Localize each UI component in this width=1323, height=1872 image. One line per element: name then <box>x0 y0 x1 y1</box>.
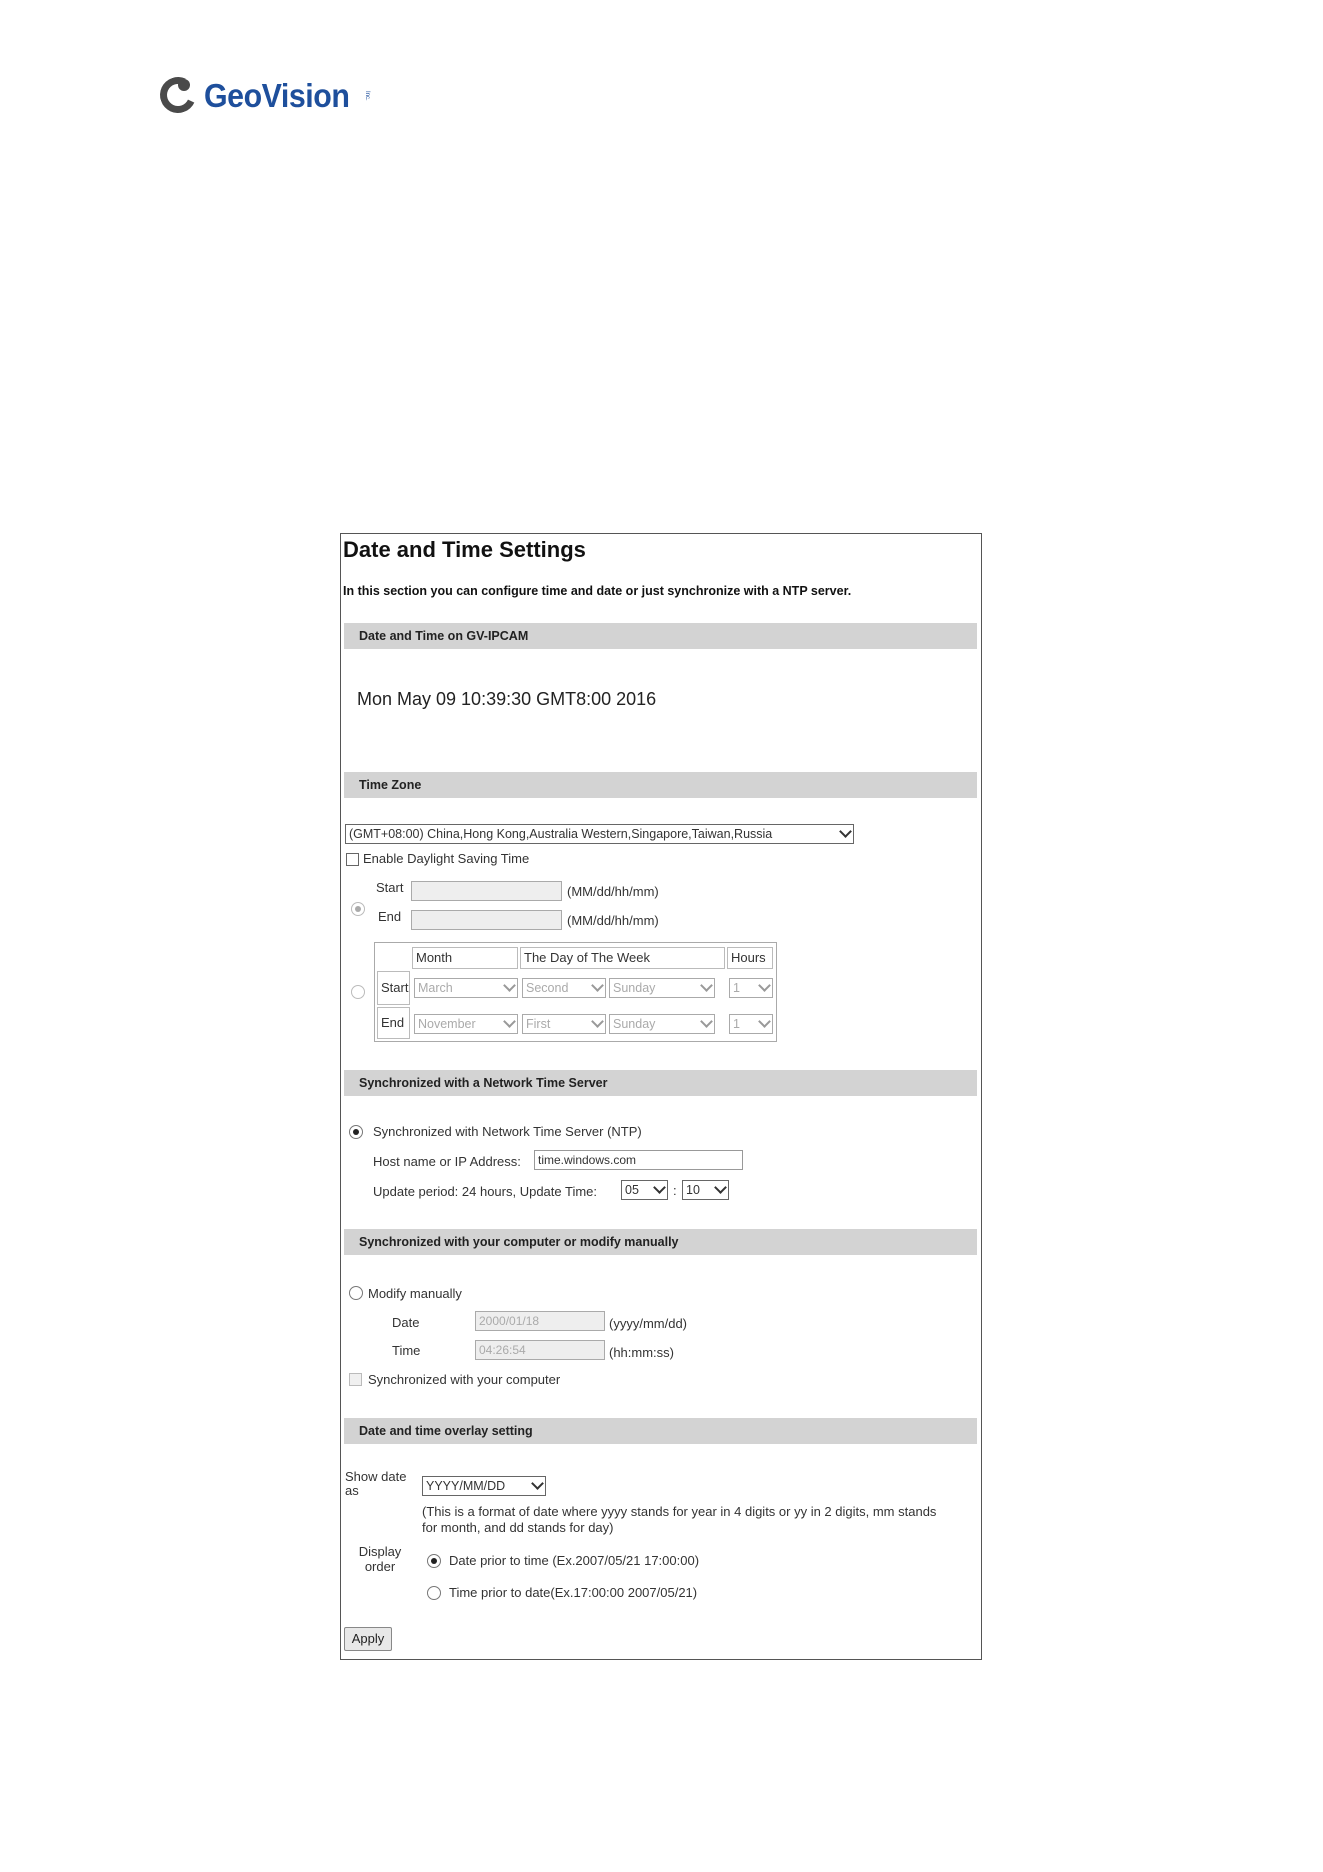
dst-label: Enable Daylight Saving Time <box>363 851 530 866</box>
dst-row-end-label: End <box>377 1007 410 1039</box>
dst-header-hours: Hours <box>727 947 773 969</box>
ntp-hour-select[interactable]: 05 <box>621 1180 668 1200</box>
dst-end-hour-select[interactable]: 1 <box>729 1014 773 1034</box>
date-format-hint-line2: for month, and dd stands for day) <box>422 1520 614 1535</box>
order-time-first-radio[interactable] <box>427 1586 441 1600</box>
order-date-first-radio[interactable] <box>427 1554 441 1568</box>
page-title: Date and Time Settings <box>343 537 586 562</box>
ntp-host-label: Host name or IP Address: <box>373 1154 521 1169</box>
chevron-down-icon <box>653 1181 666 1194</box>
dst-start-input[interactable] <box>411 881 562 901</box>
dst-mode-date-radio[interactable] <box>351 902 365 916</box>
section-header-manual: Synchronized with your computer or modify manually <box>344 1229 977 1255</box>
date-format-select[interactable]: YYYY/MM/DD <box>422 1476 546 1496</box>
section-header-overlay: Date and time overlay setting <box>344 1418 977 1444</box>
chevron-down-icon <box>503 1015 516 1028</box>
manual-date-label: Date <box>392 1315 420 1330</box>
ntp-radio[interactable] <box>349 1125 363 1139</box>
date-format-hint-line1: (This is a format of date where yyyy stands for year in 4 digits or yy in 2 digits, mm stands <box>422 1504 937 1519</box>
ntp-minute-select[interactable]: 10 <box>682 1180 729 1200</box>
chevron-down-icon <box>503 979 516 992</box>
ntp-update-label: Update period: 24 hours, Update Time: <box>373 1184 598 1199</box>
chevron-down-icon <box>591 1015 604 1028</box>
dst-mode-rule-radio[interactable] <box>351 985 365 999</box>
dst-end-day-select[interactable]: Sunday <box>609 1014 715 1034</box>
dst-checkbox[interactable] <box>346 853 359 866</box>
dst-end-label: End <box>378 909 402 924</box>
chevron-down-icon <box>758 1015 771 1028</box>
chevron-down-icon <box>700 979 713 992</box>
chevron-down-icon <box>714 1181 727 1194</box>
dst-rule-table <box>374 942 777 1042</box>
date-time-settings-panel <box>340 533 982 1660</box>
dst-end-week-select[interactable]: First <box>522 1014 606 1034</box>
dst-start-month-select[interactable]: March <box>414 978 518 998</box>
geovision-logo <box>160 68 370 124</box>
dst-start-day-select[interactable]: Sunday <box>609 978 715 998</box>
manual-time-label: Time <box>392 1343 421 1358</box>
dst-start-hour-select[interactable]: 1 <box>729 978 773 998</box>
dst-start-label: Start <box>376 880 404 895</box>
ntp-time-colon: : <box>673 1183 677 1198</box>
chevron-down-icon <box>839 825 852 838</box>
order-time-first-label: Time prior to date(Ex.17:00:00 2007/05/21) <box>449 1585 698 1600</box>
dst-header-month: Month <box>412 947 518 969</box>
dst-start-format-hint: (MM/dd/hh/mm) <box>567 884 659 899</box>
logo-sub: Inc. <box>364 91 371 101</box>
sync-computer-label: Synchronized with your computer <box>368 1372 561 1387</box>
apply-button[interactable]: Apply <box>344 1627 392 1651</box>
sync-computer-checkbox[interactable] <box>349 1373 362 1386</box>
intro-text: In this section you can configure time and date or just synchronize with a NTP server. <box>343 584 852 598</box>
chevron-down-icon <box>700 1015 713 1028</box>
dst-header-day-of-week: The Day of The Week <box>520 947 725 969</box>
timezone-select[interactable] <box>345 824 854 844</box>
timezone-select-value: (GMT+08:00) China,Hong Kong,Australia Western,Singapore,Taiwan,Russia <box>349 827 773 841</box>
show-date-label: Show date as <box>345 1469 407 1498</box>
display-order-label: Display order <box>358 1544 402 1574</box>
dst-start-week-select[interactable]: Second <box>522 978 606 998</box>
dst-end-format-hint: (MM/dd/hh/mm) <box>567 913 659 928</box>
order-date-first-label: Date prior to time (Ex.2007/05/21 17:00:00) <box>449 1553 700 1568</box>
logo-text: GeoVision <box>204 77 350 114</box>
chevron-down-icon <box>758 979 771 992</box>
section-header-time-zone: Time Zone <box>344 772 977 798</box>
manual-radio[interactable] <box>349 1286 363 1300</box>
section-header-ntp: Synchronized with a Network Time Server <box>344 1070 977 1096</box>
chevron-down-icon <box>591 979 604 992</box>
current-time-display: Mon May 09 10:39:30 GMT8:00 2016 <box>357 689 657 709</box>
ntp-radio-label: Synchronized with Network Time Server (NTP) <box>373 1124 642 1139</box>
manual-radio-label: Modify manually <box>368 1286 462 1301</box>
dst-end-month-select[interactable]: November <box>414 1014 518 1034</box>
manual-date-hint: (yyyy/mm/dd) <box>609 1316 687 1331</box>
manual-date-input[interactable]: 2000/01/18 <box>475 1311 605 1331</box>
manual-time-input[interactable]: 04:26:54 <box>475 1340 605 1360</box>
manual-time-hint: (hh:mm:ss) <box>609 1345 674 1360</box>
chevron-down-icon <box>531 1477 544 1490</box>
section-header-camera-time: Date and Time on GV-IPCAM <box>344 623 977 649</box>
dst-row-start-label: Start <box>377 971 410 1005</box>
logo-mark-icon <box>160 75 202 117</box>
dst-end-input[interactable] <box>411 910 562 930</box>
ntp-host-input[interactable]: time.windows.com <box>534 1150 743 1170</box>
